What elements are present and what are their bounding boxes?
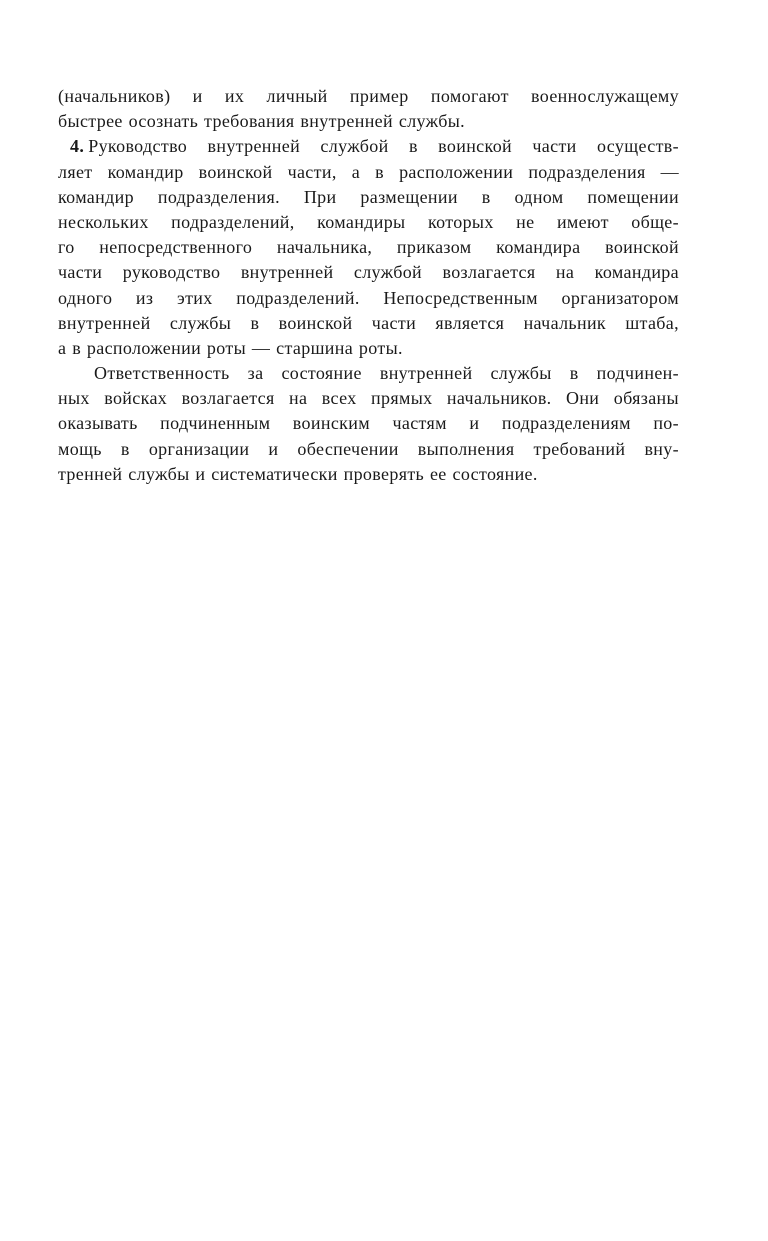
text-line: (начальников) и их личный пример помогают военнослужащему <box>58 86 679 106</box>
paragraph-3 <box>58 361 679 487</box>
text-line: одного из этих подразделений. Непосредственным организатором <box>58 287 679 308</box>
paragraph-2 <box>58 134 679 361</box>
text-line <box>58 134 679 159</box>
text-line: части руководство внутренней службой возлагается на командира <box>58 262 679 283</box>
text-line: внутренней службы в воинской части является начальник штаба, <box>58 312 679 333</box>
text-line: быстрее осознать требования внутренней службы. <box>58 111 465 132</box>
text-line-content: Руководство внутренней службой в воинской части осуществ- <box>88 136 679 157</box>
document-page <box>58 84 679 487</box>
text-line: нескольких подразделений, командиры которых не имеют обще- <box>58 211 679 232</box>
text-line: мощь в организации и обеспечении выполнения требований вну- <box>58 438 679 459</box>
text-line: го непосредственного начальника, приказом командира воинской <box>58 237 679 258</box>
paragraph-number: 4. <box>70 136 85 157</box>
text-line: ляет командир воинской части, а в расположении подразделения — <box>58 161 679 182</box>
text-line: а в расположении роты — старшина роты. <box>58 337 403 358</box>
text-line: Ответственность за состояние внутренней службы в подчинен- <box>94 363 679 384</box>
text-line: командир подразделения. При размещении в одном помещении <box>58 186 679 207</box>
text-line: тренней службы и систематически проверять ее состояние. <box>58 463 538 484</box>
text-line: ных войсках возлагается на всех прямых начальников. Они обязаны <box>58 388 679 409</box>
paragraph-1 <box>58 84 679 134</box>
text-line: оказывать подчиненным воинским частям и подразделениям по- <box>58 413 679 434</box>
